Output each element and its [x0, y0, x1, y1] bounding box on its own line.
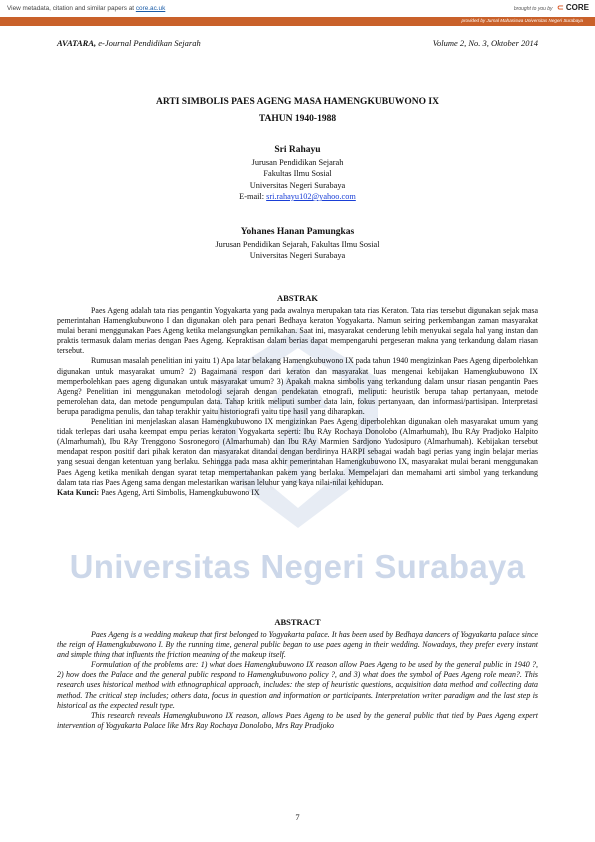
kata-kunci-label: Kata Kunci:	[57, 487, 100, 497]
author2-affil: Jurusan Pendidikan Sejarah, Fakultas Ilmu Sosial	[215, 240, 380, 249]
journal-subtitle: e-Journal Pendidikan Sejarah	[96, 38, 201, 48]
running-header	[57, 38, 538, 48]
abstrak-paragraph-2: Rumusan masalah penelitian ini yaitu 1) Apa latar belakang Hamengkubuwono IX pada tahun 1940 mengizinkan Paes Ageng diperbolehkan digunakan untuk masyarakat umum? 2) Bagaimana respon dari keraton dan masyarakat luas mengenai kebijakan Hamengkubuwono IX memperbolehkan paes ageng digunakan untuk masyarakat umum? 3) Apakah makna simbolis yang terkandung dalam unsur riasan pengantin Paes Ageng? Penelitian ini menggunakan metodologi sejarah dengan pendekatan etnografi, meliputi: heuristik berupa tahap pertanyaan, metode pemerolehan data, dan metode pengumpulan data. Tahap kritik meliputi sumber data lain, fokus pertanyaan, dan informasi/partisipan. Interpretasi berupa paradigma penulis, dan tahap terakhir yaitu historiografi yaitu tipe hasil yang diharapkan.	[57, 356, 538, 416]
watermark-text: Universitas Negeri Surabaya	[69, 548, 526, 585]
journal-name	[57, 38, 201, 48]
author1-dept: Jurusan Pendidikan Sejarah	[251, 158, 344, 167]
author2-univ: Universitas Negeri Surabaya	[249, 251, 346, 260]
paper-title-line2: TAHUN 1940-1988	[258, 114, 337, 124]
core-banner-right	[514, 3, 589, 12]
abstrak-paragraph-3: Penelitian ini menjelaskan alasan Hamengkubuwono IX mengizinkan Paes Ageng diperbolehkan digunakan oleh masyarakat umum yang tidak terlepas dari usaha keempat empu perias keraton Yogyakarta seperti: Ibu RAy Rochaya Donolobo (Almarhumah), Ibu RAy Pradjoko Halpito (Almarhumah), Ibu RAy Trenggono Sosronegoro (Almarhumah) dan Ibu RAy Marmien Sardjono Yudosipuro (Almarhumah). Kebijakan tersebut mendapat respon positif dari pihak keraton dan masyarakat ditandai dengan berdirinya HARPI sebagai wadah bagi perias yang ingin belajar merias yang sesuai dengan ketentuan yang berlaku. Sehingga pada masa akhir pemerintahan Hamengkubuwono IX, masyarakat mulai berani menggunakan Paes Ageng ketika menikah dengan syarat tetap mempertahankan pakem yang berlaku. Mempelajari dan memahami arti simbol yang terkandung dalam tata rias Paes Ageng sama dengan melestarikan warisan leluhur yang kaya nilai-nilai kehidupan.	[57, 417, 538, 487]
author1-email-link[interactable]: sri.rahayu102@yahoo.com	[266, 192, 356, 201]
core-provider-text[interactable]: provided by Jurnal Mahasiswa Universitas Negeri Surabaya	[461, 18, 583, 23]
kata-kunci	[57, 488, 538, 498]
journal-title: AVATARA,	[57, 38, 97, 48]
abstract-body	[57, 630, 538, 731]
core-provider-strip	[0, 17, 595, 26]
core-banner-top	[0, 0, 595, 17]
kata-kunci-values: Paes Ageng, Arti Simbolis, Hamengkubuwono IX	[99, 487, 260, 497]
paper-title-line1: ARTI SIMBOLIS PAES AGENG MASA HAMENGKUBUWONO IX	[156, 97, 439, 107]
email-label: E-mail:	[239, 192, 267, 201]
core-banner-left	[7, 5, 165, 12]
core-logo-text: CORE	[565, 3, 589, 12]
author1-univ: Universitas Negeri Surabaya	[249, 181, 346, 190]
core-link[interactable]: core.ac.uk	[135, 5, 166, 12]
author2-name: Yohanes Hanan Pamungkas	[240, 227, 355, 237]
abstract-paragraph-1: Paes Ageng is a wedding makeup that first belonged to Yogyakarta palace. It has been used by Bedhaya dancers of Yogyakarta palace since the reign of Hamengkubuwono I. By the running time, general public began to use paes ageng in their wedding. Nowadays, they prefer every instant and simple thing that influents the friction meaning of the makeup itself.	[57, 630, 538, 660]
author1-faculty: Fakultas Ilmu Sosial	[263, 169, 332, 178]
core-logo[interactable]	[557, 3, 589, 12]
abstract-paragraph-3: This research reveals Hamengkubuwono IX reason, allows Paes Ageng to be used by the general public that tied by Paes Ageng expert intervention of Yogyakarta Palace like Mrs Ray Rochaya Donolobo, Mrs Ray Pradjoko	[57, 710, 538, 730]
abstrak-body	[57, 306, 538, 498]
core-banner-text: View metadata, citation and similar papers at	[7, 5, 136, 12]
core-logo-icon: ⊂	[556, 3, 564, 12]
core-banner	[0, 0, 595, 26]
author1-name: Sri Rahayu	[274, 145, 321, 155]
abstract-heading: ABSTRACT	[274, 617, 321, 627]
abstrak-heading: ABSTRAK	[276, 293, 319, 303]
page-number: 7	[295, 812, 300, 822]
volume-info: Volume 2, No. 3, Oktober 2014	[432, 38, 538, 48]
abstract-paragraph-2: Formulation of the problems are: 1) what does Hamengkubuwono IX reason allow Paes Ageng to be used by the general public in 1940 ?, 2) how does the Palace and the general public respond to Hamengkubuwono policy ?, and 3) what does the symbol of Paes Ageng role mean?. This research uses historical method with ethnographical approach, includes: the step of heuristic questions, acquisition data method and collecting data method. The critical step includes; others data, focus in question and information or participants. Interpretation writer paradigm and the last step is historical as the expected result type.	[57, 660, 538, 710]
abstrak-paragraph-1: Paes Ageng adalah tata rias pengantin Yogyakarta yang pada awalnya merupakan tata rias Keraton. Tata rias tersebut digunakan sejak masa pemerintahan Hamengkubuwono I dan digunakan oleh para penari Bedhaya keraton Yogyakarta. Namun seiring perkembangan zaman masyarakat mulai berani menggunakan Paes Ageng ketika melangsungkan pernikahan. Saat ini, masyarakat cenderung lebih menyukai segala hal yang instan dan praktis termasuk dalam merias dengan Paes Ageng. Kepraktisan dalam berias dapat mempengaruhi pergeseran makna yang terkandung dalam riasan tersebut.	[57, 306, 538, 356]
author1-email-line	[57, 192, 538, 201]
core-brought-text: brought to you by	[513, 6, 553, 12]
